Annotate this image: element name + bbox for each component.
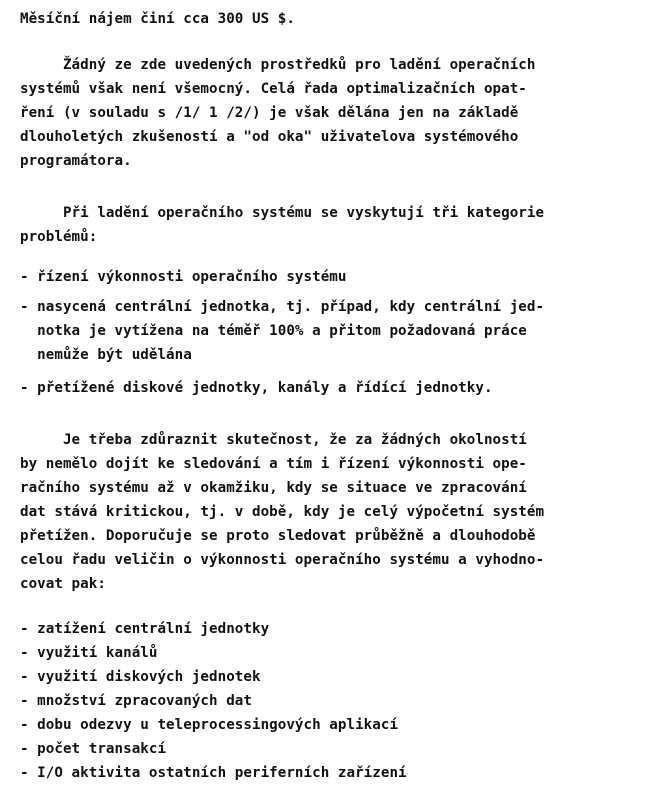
list-item-data-volume: - množství zpracovaných dat [20,693,252,709]
paragraph-3-line-5: přetížen. Doporučuje se proto sledovat průběžně a dlouhodobě [20,528,536,544]
list-item-channel-usage: - využití kanálů [20,645,158,661]
paragraph-2-line-1: Při ladění operačního systému se vyskytují tři kategorie [20,205,545,221]
paragraph-3-line-4: dat stává kritickou, tj. v době, kdy je celý výpočetní systém [20,504,545,520]
list-item-transactions: - počet transakcí [20,741,167,757]
list-item-disk-usage: - využití diskových jednotek [20,669,261,685]
paragraph-3-line-1: Je třeba zdůraznit skutečnost, že za žádných okolností [20,432,527,448]
paragraph-3-line-2: by nemělo dojít ke sledování a tím i řízení výkonnosti ope- [20,456,527,472]
paragraph-1-line-4: dlouholetých zkušeností a "od oka" uživatelova systémového [20,129,519,145]
paragraph-2-line-2: problémů: [20,229,98,245]
paragraph-1-line-2: systémů však není všemocný. Celá řada optimalizačních opat- [20,81,527,97]
paragraph-3-line-6: celou řadu veličin o výkonnosti operačního systému a vyhodno- [20,552,545,568]
paragraph-1-line-5: programátora. [20,153,132,169]
list-item-saturated-cpu-3: nemůže být udělána [20,347,192,363]
list-item-io-activity: - I/O aktivita ostatních periferních zařízení [20,765,407,781]
paragraph-1-line-1: Žádný ze zde uvedených prostředků pro ladění operačních [20,57,536,73]
list-item-performance-control: - řízení výkonnosti operačního systému [20,269,347,285]
list-item-cpu-load: - zatížení centrální jednotky [20,621,270,637]
paragraph-3-line-7: covat pak: [20,576,106,592]
list-item-saturated-cpu-2: notka je vytížena na téměř 100% a přitom požadovaná práce [20,323,527,339]
paragraph-3-line-3: račního systému až v okamžiku, kdy se situace ve zpracování [20,480,527,496]
list-item-saturated-cpu-1: - nasycená centrální jednotka, tj. případ, kdy centrální jed- [20,299,545,315]
list-item-overloaded-disks: - přetížené diskové jednotky, kanály a řídící jednotky. [20,380,493,396]
text-line-rent: Měsíční nájem činí cca 300 US $. [20,11,295,27]
list-item-response-time: - dobu odezvy u teleprocessingových aplikací [20,717,399,733]
paragraph-1-line-3: ření (v souladu s /1/ 1 /2/) je však dělána jen na základě [20,105,519,121]
